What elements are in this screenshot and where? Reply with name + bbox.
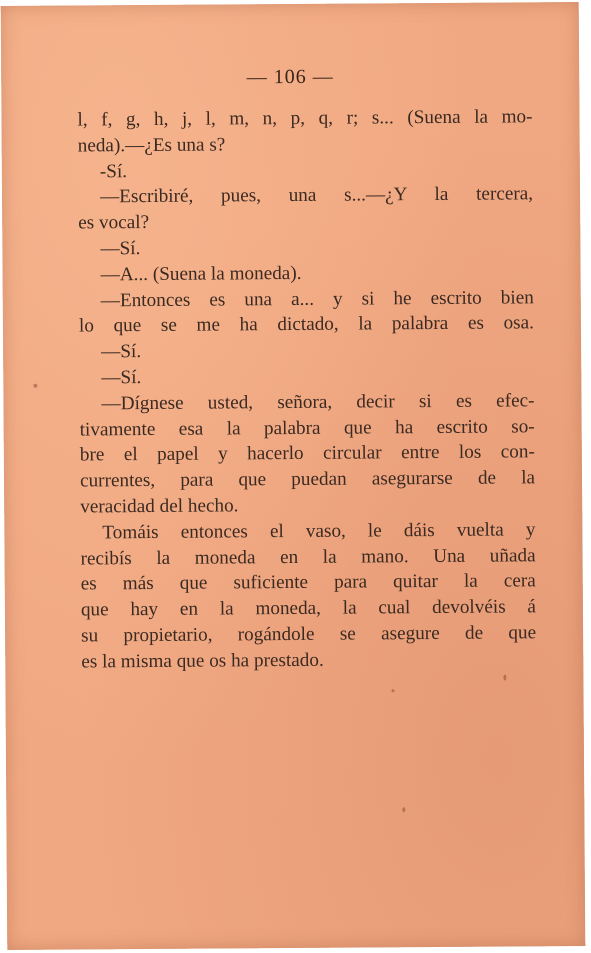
- text-line: —Dígnese usted, señora, decir si es efec-: [101, 390, 535, 415]
- page-body-text: [77, 104, 536, 675]
- text-line: es más que suficiente para quitar la cera: [80, 570, 536, 595]
- text-line: —Escribiré, pues, una s...—¿Y la tercera,: [99, 183, 534, 208]
- paper-speck: [391, 689, 394, 692]
- text-line: —Sí.: [101, 341, 142, 363]
- text-line: -Sí.: [99, 160, 128, 182]
- text-line: —A... (Suena la moneda).: [100, 262, 302, 286]
- text-line: es la misma que os ha prestado.: [81, 649, 324, 673]
- paper-speck: [402, 807, 405, 812]
- text-line: que hay en la moneda, la cual devolvéis á: [80, 596, 536, 621]
- text-line: tivamente esa la palabra que ha escrito so-: [79, 415, 535, 441]
- text-line: —Entonces es una a... y si he escrito bien: [100, 286, 534, 311]
- text-line: neda).—¿Es una s?: [77, 134, 226, 157]
- text-line: recibís la moneda en la mano. Una uñada: [80, 544, 536, 570]
- text-line: —Sí.: [100, 238, 141, 260]
- text-line: Tomáis entonces el vaso, le dáis vuelta y: [102, 519, 536, 544]
- paper-speck: [33, 384, 37, 388]
- book-page: [1, 2, 586, 950]
- text-line: lo que se me ha dictado, la palabra es osa.: [78, 312, 535, 337]
- text-line: —Sí.: [101, 367, 142, 389]
- text-line: veracidad del hecho.: [80, 495, 239, 518]
- paper-speck: [503, 675, 506, 681]
- text-line: currentes, para que puedan asegurarse de la: [79, 467, 536, 492]
- text-line: es vocal?: [78, 212, 150, 234]
- page-number: — 106 —: [246, 65, 334, 89]
- text-line: su propietario, rogándole se asegure de que: [81, 622, 537, 647]
- text-line: l, f, g, h, j, l, m, n, p, q, r; s... (Suena la mo-: [77, 106, 533, 131]
- text-line: bre el papel y hacerlo circular entre los con-: [79, 441, 535, 466]
